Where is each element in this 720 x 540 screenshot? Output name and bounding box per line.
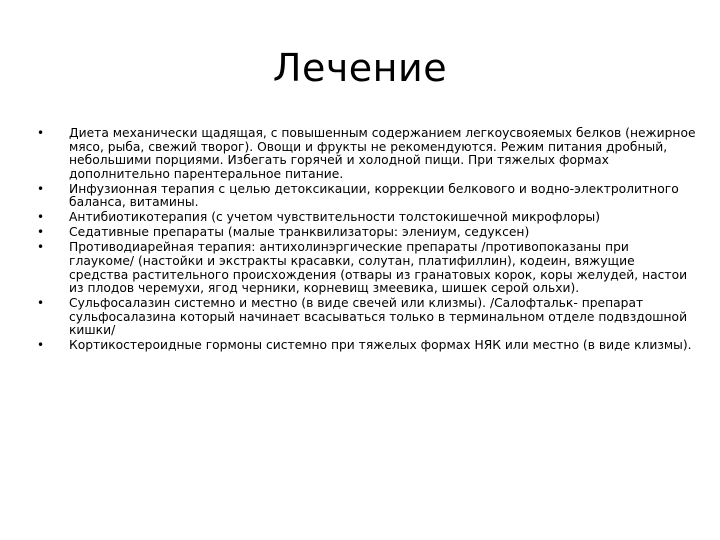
bullet-icon: • [37, 181, 45, 196]
bullet-item-antidiarrheal [37, 241, 697, 295]
bullet-item-corticosteroids [37, 339, 697, 353]
bullet-text: Седативные препараты (малые транквилизаторы: элениум, седуксен) [69, 225, 530, 240]
bullet-item-sulfasalazine [37, 297, 697, 338]
slide-title: Лечение [272, 46, 448, 90]
bullet-text: Инфузионная терапия с целью детоксикации, коррекции белкового и водно-электролитного баланса, витамины. [69, 181, 679, 210]
bullet-icon: • [37, 126, 45, 140]
bullet-icon: • [37, 338, 45, 353]
bullet-item-antibiotics [37, 211, 697, 225]
bullet-text: Диета механически щадящая, с повышенным содержанием легкоусвояемых белков (нежирное мясо, рыба, свежий творог). Овощи и фрукты не рекомендуются. Режим питания дробный, небольшими порциями. Избегать горячей и холодной пищи. При тяжелых формах дополнительно парентеральное питание. [69, 126, 696, 181]
bullet-icon: • [37, 225, 45, 240]
bullet-icon: • [37, 210, 45, 225]
bullet-text: Противодиарейная терапия: антихолинэргические препараты /противопоказаны при глаукоме/ (настойки и экстракты красавки, солутан, платифиллин), кодеин, вяжущие средства растительного происхождения (отвары из гранатовых корок, коры желудей, настои из плодов черемухи, ягод черники, корневищ змеевика, шишек серой ольхи). [69, 240, 688, 296]
bullet-text: Сульфосалазин системно и местно (в виде свечей или клизмы). /Салофтальк- препарат сульфосалазина который начинает всасываться только в терминальном отделе подвздошной кишки/ [69, 296, 688, 338]
bullet-list [37, 127, 697, 354]
bullet-text: Кортикостероидные гормоны системно при тяжелых формах НЯК или местно (в виде клизмы). [69, 338, 692, 353]
bullet-text: Антибиотикотерапия (с учетом чувствительности толстокишечной микрофлоры) [69, 210, 601, 225]
bullet-item-sedatives [37, 226, 697, 240]
bullet-icon: • [37, 296, 45, 311]
bullet-item-diet [37, 127, 697, 181]
bullet-item-infusion [37, 183, 697, 210]
bullet-icon: • [37, 240, 45, 255]
